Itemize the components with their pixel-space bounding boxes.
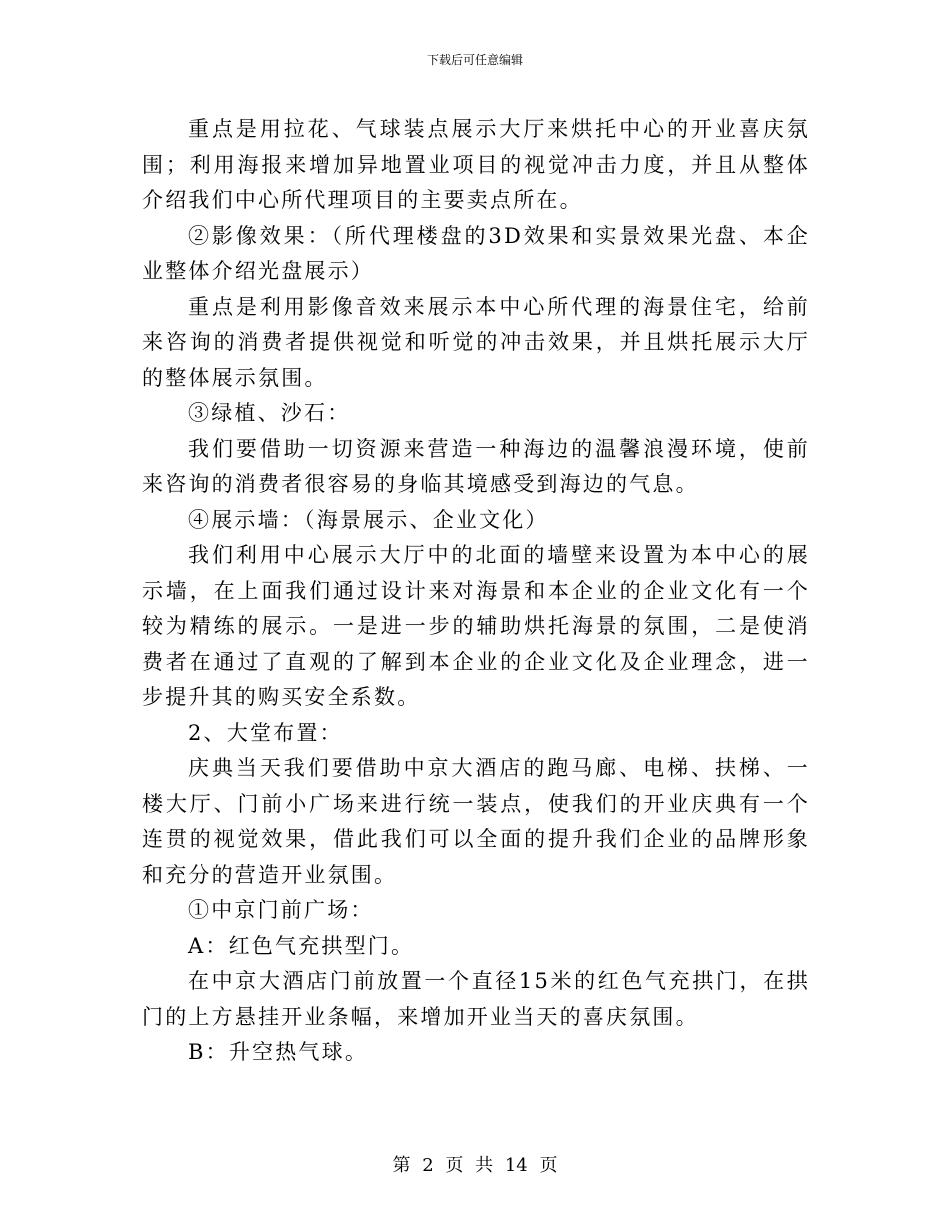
page-number: 第 2 页 共 14 页 [392,1155,558,1176]
paragraph: 我们要借助一切资源来营造一种海边的温馨浪漫环境，使前来咨询的消费者很容易的身临其境感受到海边的气息。 [142,436,810,496]
paragraph: B：升空热气球。 [188,1040,369,1064]
paragraph: ④展示墙：（海景展示、企业文化） [188,507,549,532]
paragraph: ③绿植、沙石： [188,401,351,425]
paragraph: 在中京大酒店门前放置一个直径15米的红色气充拱门，在拱门的上方悬挂开业条幅，来增加开业当天的喜庆氛围。 [142,969,810,1029]
paragraph: A：红色气充拱型门。 [188,933,415,958]
paragraph: 2、大堂布置： [188,720,343,745]
paragraph: 重点是利用影像音效来展示本中心所代理的海景住宅，给前来咨询的消费者提供视觉和听觉的冲击效果，并且烘托展示大厅的整体展示氛围。 [142,294,810,390]
paragraph: 庆典当天我们要借助中京大酒店的跑马廊、电梯、扶梯、一楼大厅、门前小广场来进行统一装点，使我们的开业庆典有一个连贯的视觉效果，借此我们可以全面的提升我们企业的品牌形象和充分的营造开业氛围。 [142,756,810,887]
document-body [142,112,810,1071]
paragraph: ②影像效果：（所代理楼盘的3D效果和实景效果光盘、本企业整体介绍光盘展示） [142,223,810,283]
page-header-note: 下载后可任意编辑 [426,53,523,67]
paragraph: 我们利用中心展示大厅中的北面的墙壁来设置为本中心的展示墙，在上面我们通过设计来对海景和本企业的企业文化有一个较为精练的展示。一是进一步的辅助烘托海景的氛围，二是使消费者在通过了直观的了解到本企业的企业文化及企业理念，进一步提升其的购买安全系数。 [142,543,810,709]
paragraph: ①中京门前广场： [188,898,374,922]
paragraph: 重点是用拉花、气球装点展示大厅来烘托中心的开业喜庆氛围；利用海报来增加异地置业项目的视觉冲击力度，并且从整体介绍我们中心所代理项目的主要卖点所在。 [142,117,810,212]
